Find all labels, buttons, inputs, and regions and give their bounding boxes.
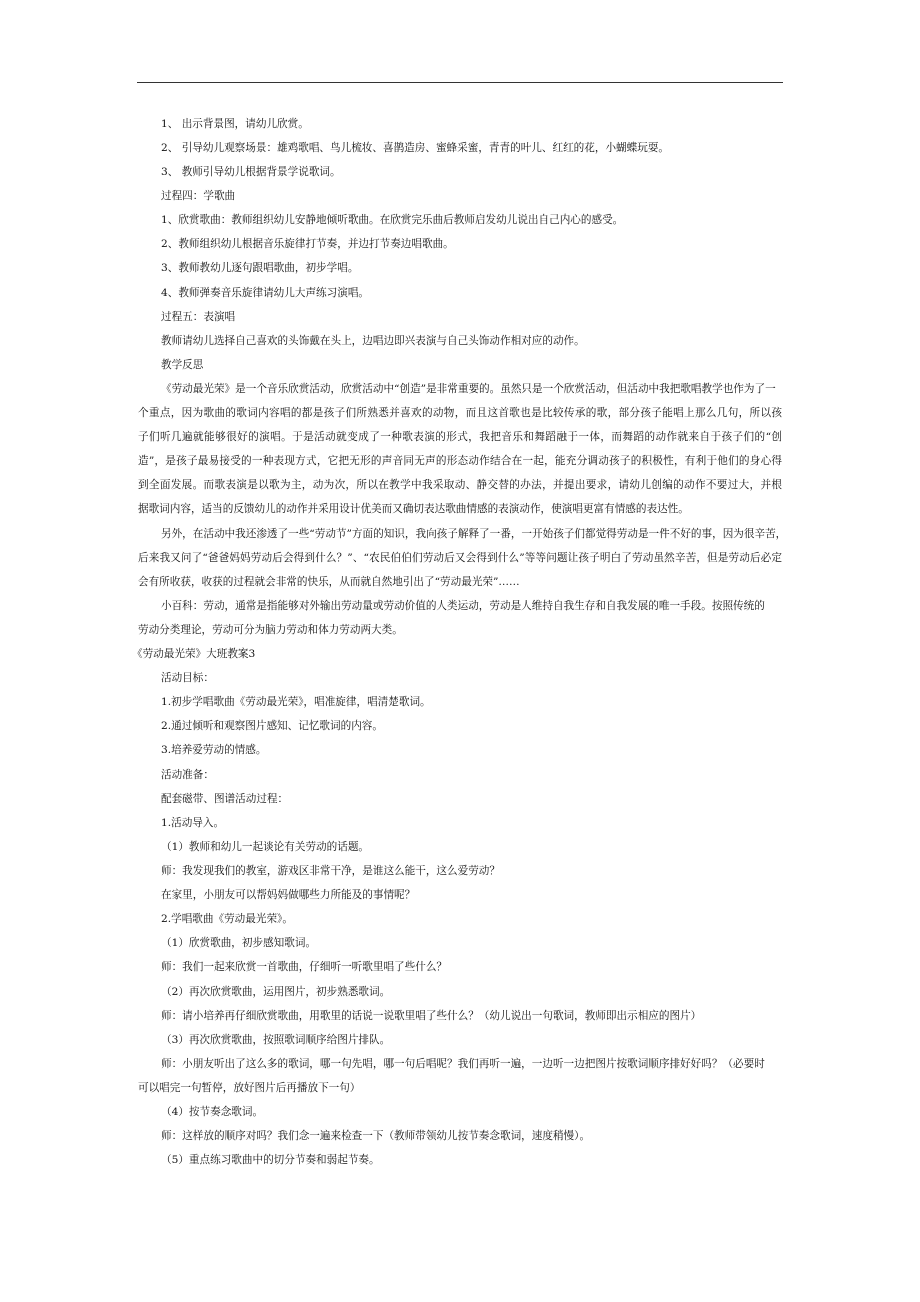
text-line: 师：我发现我们的教室，游戏区非常干净，是谁这么能干，这么爱劳动？ (161, 865, 500, 877)
text-line: 3、 教师引导幼儿根据背景学说歌词。 (161, 166, 341, 178)
text-line: （1）教师和幼儿一起谈论有关劳动的话题。 (161, 841, 370, 853)
text-line: 子们听几遍就能够很好的演唱。于是活动就变成了一种歌表演的形式，我把音乐和舞蹈融于一体，而舞蹈的动作就来自于孩子们的“创 (138, 431, 782, 443)
text-line: （2）再次欣赏歌曲，运用图片，初步熟悉歌词。 (161, 986, 391, 998)
text-line: （4）按节奏念歌词。 (161, 1106, 264, 1118)
text-line: 2.学唱歌曲《劳动最光荣》。 (161, 913, 293, 925)
text-line: 劳动分类理论，劳动可分为脑力劳动和体力劳动两大类。 (138, 624, 403, 636)
text-line: 师：小朋友听出了这么多的歌词，哪一句先唱，哪一句后唱呢？我们再听一遍，一边听一边把图片按歌词顺序排好好吗？（必要时 (161, 1058, 765, 1070)
text-line: 1、欣赏歌曲：教师组织幼儿安静地倾听歌曲。在欣赏完乐曲后教师启发幼儿说出自己内心的感受。 (161, 214, 624, 226)
text-line: 另外，在活动中我还渗透了一些“劳动节”方面的知识，我向孩子解释了一番，一开始孩子们都觉得劳动是一件不好的事，因为很辛苦， (161, 528, 787, 540)
text-line: 到全面发展。而歌表演是以歌为主，动为次，所以在教学中我采取动、静交替的办法，并提出要求，请幼儿创编的动作不要过大，并根 (138, 479, 782, 491)
text-line: 可以唱完一句暂停，放好图片后再播放下一句） (138, 1082, 361, 1094)
text-line: 2、教师组织幼儿根据音乐旋律打节奏，并边打节奏边唱歌曲。 (161, 238, 454, 250)
text-line: 1.活动导入。 (161, 817, 225, 829)
text-line: 1.初步学唱歌曲《劳动最光荣》，唱准旋律，唱清楚歌词。 (161, 696, 431, 708)
text-line: 小百科：劳动，通常是指能够对外输出劳动量或劳动价值的人类运动，劳动是人维持自我生存和自我发展的唯一手段。按照传统的 (161, 600, 765, 612)
text-line: 活动准备： (161, 769, 214, 781)
text-line: 3.培养爱劳动的情感。 (161, 744, 267, 756)
text-line: （3）再次欣赏歌曲，按照歌词顺序给图片排队。 (161, 1034, 391, 1046)
text-line: （5）重点练习歌曲中的切分节奏和弱起节奏。 (161, 1154, 380, 1166)
text-line: 2.通过倾听和观察图片感知、记忆歌词的内容。 (161, 720, 383, 732)
text-line: 据歌词内容，适当的反馈幼儿的动作并采用设计优美而又确切表达歌曲情感的表演动作，使演唱更富有情感的表达性。 (138, 503, 689, 515)
text-line: 师：我们一起来欣赏一首歌曲，仔细听一听歌里唱了些什么？ (161, 961, 448, 973)
text-line: 2、 引导幼儿观察场景：雄鸡歌唱、鸟儿梳妆、喜鹊造房、蜜蜂采蜜，青青的叶儿、红红的花，小蝴蝶玩耍。 (161, 142, 670, 154)
text-line: 1、 出示背景图，请幼儿欣赏。 (161, 118, 309, 130)
text-line: 过程四：学歌曲 (161, 190, 236, 202)
text-line: 教学反思 (161, 359, 204, 371)
text-line: 后来我又问了“爸爸妈妈劳动后会得到什么？”、“农民伯伯们劳动后又会得到什么”等等问题让孩子明白了劳动虽然辛苦，但是劳动后必定 (138, 552, 782, 564)
text-line: 《劳动最光荣》是一个音乐欣赏活动，欣赏活动中“创造”是非常重要的。虽然只是一个欣赏活动，但活动中我把歌唱教学也作为了一 (161, 383, 776, 395)
text-line: 会有所收获，收获的过程就会非常的快乐，从而就自然地引出了“劳动最光荣”…… (138, 576, 520, 588)
text-line: 过程五：表演唱 (161, 311, 236, 323)
text-line: 教师请幼儿选择自己喜欢的头饰戴在头上，边唱边即兴表演与自己头饰动作相对应的动作。 (161, 335, 585, 347)
text-line: 师：这样放的顺序对吗？我们念一遍来检查一下（教师带领幼儿按节奏念歌词，速度稍慢）。 (161, 1130, 591, 1142)
text-line: 4、教师弹奏音乐旋律请幼儿大声练习演唱。 (161, 287, 370, 299)
text-line: 个重点，因为歌曲的歌词内容唱的都是孩子们所熟悉并喜欢的动物，而且这首歌也是比较传承的歌，部分孩子能唱上那么几句，所以孩 (138, 407, 782, 419)
text-line: 造”，是孩子最易接受的一种表现方式，它把无形的声音同无声的形态动作结合在一起，能充分调动孩子的积极性，有利于他们的身心得 (138, 455, 782, 467)
text-line: 配套磁带、图谱活动过程： (161, 793, 289, 805)
text-line: 师：请小培养再仔细欣赏歌曲，用歌里的话说一说歌里唱了些什么？（幼儿说出一句歌词，教师即出示相应的图片） (161, 1010, 702, 1022)
text-line: 3、教师教幼儿逐句跟唱歌曲，初步学唱。 (161, 262, 359, 274)
header-rule (137, 82, 783, 83)
text-line: （1）欣赏歌曲，初步感知歌词。 (161, 937, 317, 949)
text-line: 活动目标： (161, 672, 214, 684)
text-line: 在家里，小朋友可以帮妈妈做哪些力所能及的事情呢？ (161, 889, 416, 901)
text-line: 《劳动最光荣》大班教案3 (132, 648, 256, 660)
